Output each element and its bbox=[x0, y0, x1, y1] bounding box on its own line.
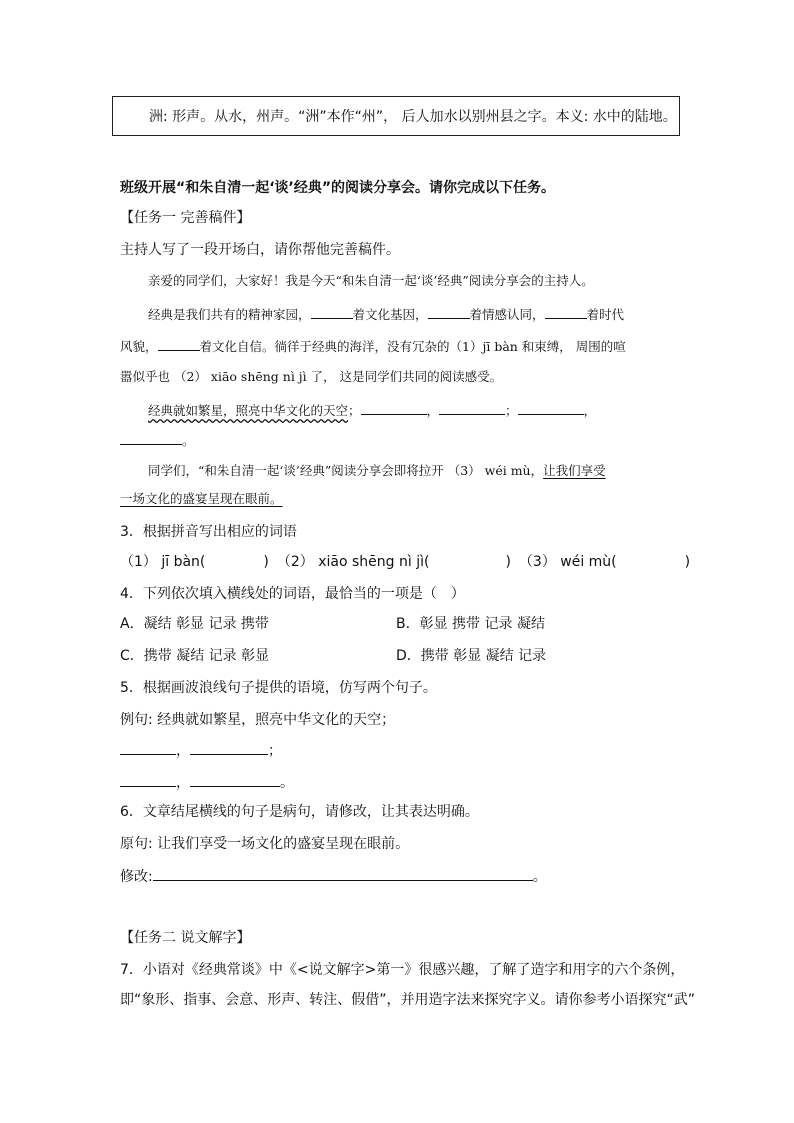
punct: 。 bbox=[280, 775, 294, 791]
speech-text: 风貌， bbox=[120, 339, 158, 354]
task1-header: 【任务一 完善稿件】 bbox=[120, 210, 251, 226]
speech-text: ； bbox=[348, 403, 361, 418]
task2-header: 【任务二 说文解字】 bbox=[120, 930, 251, 946]
speech-text: ， bbox=[583, 403, 597, 418]
question-5-answer-line-1 bbox=[120, 740, 282, 761]
punct: ， bbox=[176, 743, 190, 759]
answer-blank[interactable] bbox=[153, 866, 533, 881]
speech-para-2-line-2 bbox=[120, 336, 626, 356]
fill-blank[interactable] bbox=[428, 304, 470, 319]
question-6-original: 原句: 让我们享受一场文化的盛宴呈现在眼前。 bbox=[120, 836, 410, 852]
punct: ； bbox=[268, 743, 282, 759]
speech-text: ， bbox=[426, 403, 440, 418]
fill-blank[interactable] bbox=[158, 336, 200, 351]
speech-text: 着文化基因， bbox=[352, 307, 428, 322]
question-5-answer-line-2 bbox=[120, 772, 294, 793]
definition-text: 洲: 形声。从水，州声。“洲”本作“州”， 后人加水以别州县之字。本义: 水中的陆地。 bbox=[149, 109, 677, 125]
question-3-items bbox=[120, 552, 690, 572]
question-5-title: 5．根据画波浪线句子提供的语境，仿写两个句子。 bbox=[120, 680, 437, 696]
question-7-line-1: 7．小语对《经典常谈》中《<说文解字>第一》很感兴趣，了解了造字和用字的六个条例， bbox=[120, 962, 685, 978]
speech-text: 。 bbox=[182, 433, 195, 448]
speech-text: 同学们，“和朱自清一起‘谈’经典”阅读分享会即将拉开 （3） wéi mù， bbox=[148, 463, 544, 478]
fill-blank[interactable] bbox=[120, 430, 182, 445]
punct: 。 bbox=[532, 869, 547, 885]
question-7-line-2: 即“象形、指事、会意、形声、转注、假借”，并用造字法来探究字义。请你参考小语探究“武” bbox=[120, 992, 696, 1008]
question-5-example: 例句: 经典就如繁星，照亮中华文化的天空； bbox=[120, 712, 396, 728]
definition-box bbox=[112, 96, 680, 136]
answer-blank[interactable] bbox=[190, 772, 280, 787]
question-6-title: 6．文章结尾横线的句子是病句，请修改，让其表达明确。 bbox=[120, 804, 479, 820]
q3-item-1: （1） jī bàn( bbox=[120, 554, 206, 570]
answer-blank[interactable] bbox=[120, 740, 176, 755]
speech-text: 经典是我们共有的精神家园， bbox=[148, 307, 311, 322]
speech-para-3-line-1 bbox=[148, 400, 596, 420]
question-3-title: 3．根据拼音写出相应的词语 bbox=[120, 524, 297, 540]
wavy-sentence: 经典就如繁星，照亮中华文化的天空 bbox=[148, 403, 349, 418]
speech-para-2-line-3: 嚣似乎也 （2） xiāo shēng nì jì 了， 这是同学们共同的阅读感受。 bbox=[120, 369, 503, 384]
fix-label: 修改: bbox=[120, 869, 153, 885]
q3-item-3: （3） wéi mù( bbox=[518, 554, 617, 570]
option-a[interactable]: A．凝结 彰显 记录 携带 bbox=[120, 616, 269, 632]
speech-para-3-line-2 bbox=[120, 430, 195, 450]
underlined-sentence: 一场文化的盛宴呈现在眼前。 bbox=[120, 491, 283, 506]
task1-prompt: 主持人写了一段开场白，请你帮他完善稿件。 bbox=[120, 242, 400, 258]
fill-blank[interactable] bbox=[361, 400, 427, 415]
speech-text: ； bbox=[505, 403, 518, 418]
option-c[interactable]: C．携带 凝结 记录 彰显 bbox=[120, 648, 270, 664]
fill-blank[interactable] bbox=[439, 400, 505, 415]
fill-blank[interactable] bbox=[518, 400, 584, 415]
underlined-sentence: 让我们享受 bbox=[543, 463, 606, 478]
speech-para-2-line-1 bbox=[148, 304, 624, 324]
q3-item-3-close: ) bbox=[684, 554, 691, 570]
fill-blank[interactable] bbox=[545, 304, 587, 319]
answer-blank[interactable] bbox=[120, 772, 176, 787]
speech-text: 着文化自信。徜徉于经典的海洋，没有冗杂的（1）jī bàn 和束缚， 周围的喧 bbox=[199, 339, 626, 354]
question-4-title: 4．下列依次填入横线处的词语，最恰当的一项是（ ） bbox=[120, 586, 465, 602]
q3-item-2: （2） xiāo shēng nì jì( bbox=[276, 554, 430, 570]
speech-para-4-line-2 bbox=[120, 490, 283, 508]
question-6-fix bbox=[120, 866, 547, 887]
option-d[interactable]: D．携带 彰显 凝结 记录 bbox=[396, 648, 547, 664]
q3-item-2-close: ) bbox=[505, 554, 511, 570]
option-b[interactable]: B．彰显 携带 记录 凝结 bbox=[396, 616, 545, 632]
speech-text: 着情感认同， bbox=[469, 307, 545, 322]
activity-intro: 班级开展“和朱自清一起‘谈’经典”的阅读分享会。请你完成以下任务。 bbox=[120, 180, 556, 196]
punct: ， bbox=[176, 775, 190, 791]
speech-text: 着时代 bbox=[586, 307, 625, 322]
fill-blank[interactable] bbox=[311, 304, 353, 319]
speech-para-1: 亲爱的同学们，大家好！我是今天“和朱自清一起‘谈’经典”阅读分享会的主持人。 bbox=[148, 273, 594, 288]
q3-item-1-close: ) bbox=[263, 554, 269, 570]
answer-blank[interactable] bbox=[190, 740, 268, 755]
speech-para-4-line-1 bbox=[148, 462, 606, 480]
